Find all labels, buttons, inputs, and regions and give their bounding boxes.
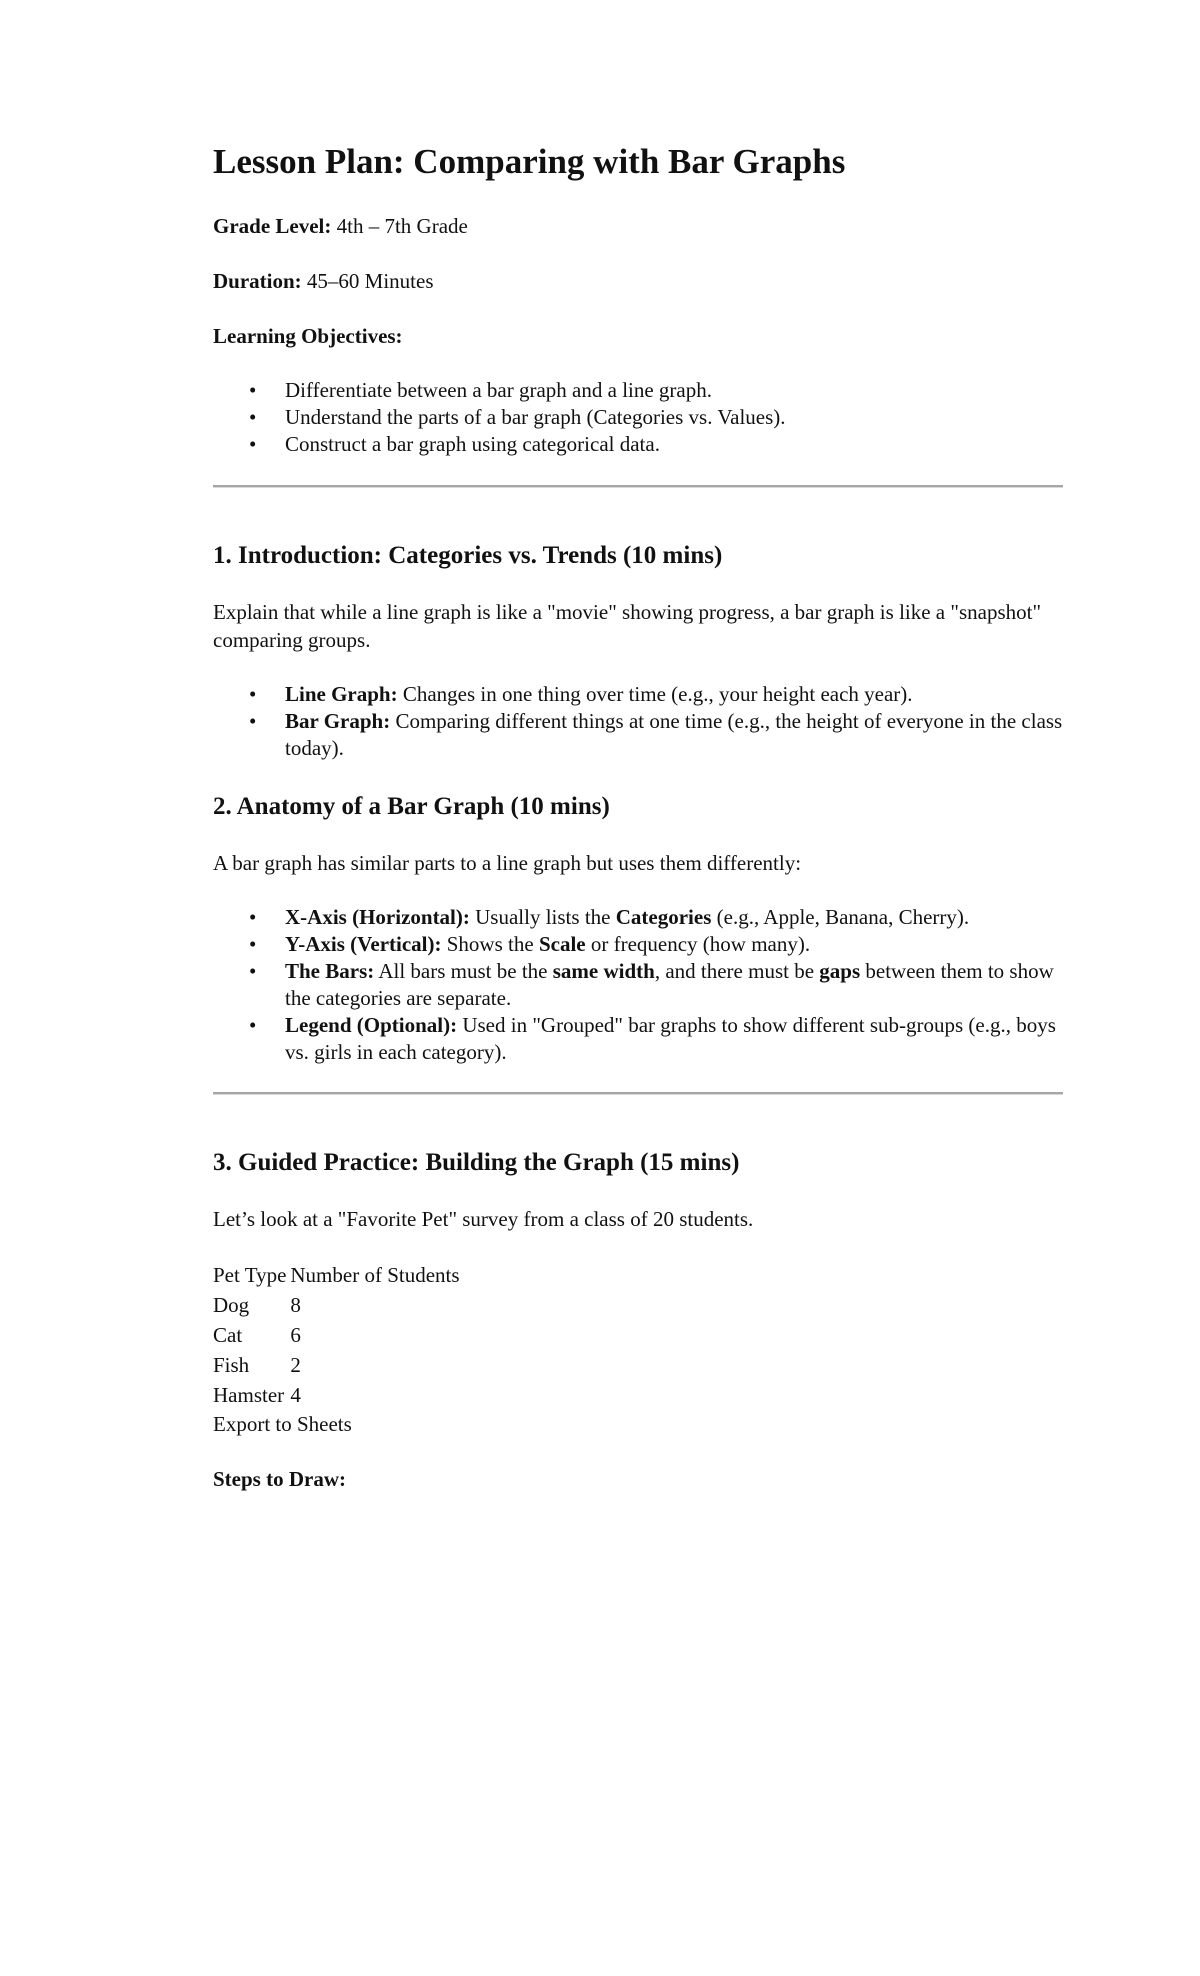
bullet-label: The Bars: (285, 959, 375, 983)
section2-intro: A bar graph has similar parts to a line graph but uses them differently: (213, 851, 802, 875)
table-cell: Cat (213, 1323, 243, 1347)
table-header-row (213, 1260, 464, 1290)
bullet-text: Changes in one thing over time (e.g., your height each year). (397, 682, 913, 706)
table-header-cell: Number of Students (290, 1263, 460, 1287)
table-cell: Dog (213, 1293, 250, 1317)
steps-label: Steps to Draw: (213, 1467, 346, 1491)
list-item (213, 404, 1063, 431)
bullet-label: Line Graph: (285, 682, 398, 706)
bullet-text: or frequency (how many). (585, 932, 811, 956)
list-item (213, 958, 1063, 1012)
section-divider (213, 1092, 1063, 1095)
duration-label: Duration: (213, 269, 302, 293)
list-item (213, 1012, 1063, 1066)
objectives-list (213, 377, 1063, 458)
bullet-icon: • (249, 932, 257, 956)
table-row (213, 1350, 464, 1380)
bullet-label: Y-Axis (Vertical): (285, 932, 442, 956)
section3-intro: Let’s look at a "Favorite Pet" survey from a class of 20 students. (213, 1207, 754, 1231)
bullet-emphasis: gaps (819, 959, 861, 983)
bullet-text: All bars must be the (374, 959, 553, 983)
list-item (213, 681, 1063, 708)
list-item (213, 377, 1063, 404)
objective-text: Understand the parts of a bar graph (Categories vs. Values). (285, 405, 786, 429)
table-cell: 8 (290, 1293, 301, 1317)
table-row (213, 1320, 464, 1350)
table-cell: 6 (290, 1323, 301, 1347)
bullet-emphasis: same width (552, 959, 655, 983)
bullet-label: X-Axis (Horizontal): (285, 905, 470, 929)
bullet-text: Used in "Grouped" bar graphs to show different sub-groups (e.g., boys vs. girls in each category). (285, 1013, 1056, 1064)
list-item (213, 431, 1063, 458)
grade-level-value: 4th – 7th Grade (331, 214, 468, 238)
bullet-emphasis: Categories (615, 905, 712, 929)
bullet-icon: • (249, 432, 257, 456)
table-row (213, 1380, 464, 1410)
bullet-label: Bar Graph: (285, 709, 391, 733)
steps-heading (213, 1465, 346, 1493)
bullet-text: Comparing different things at one time (e.g., the height of everyone in the class today). (285, 709, 1063, 760)
bullet-icon: • (249, 1013, 257, 1037)
list-item (213, 708, 1063, 762)
bullet-icon: • (249, 959, 257, 983)
section3-heading: 3. Guided Practice: Building the Graph (15 mins) (213, 1149, 740, 1176)
section1-intro: Explain that while a line graph is like a "movie" showing progress, a bar graph is like a "snapshot" comparing groups. (213, 600, 1042, 652)
list-item (213, 904, 1063, 931)
bullet-text: Shows the (441, 932, 539, 956)
bullet-icon: • (249, 709, 257, 733)
bullet-icon: • (249, 378, 257, 402)
section1-list (213, 681, 1063, 762)
table-header-cell: Pet Type (213, 1263, 287, 1287)
objectives-heading (213, 322, 403, 350)
table-cell: Fish (213, 1353, 250, 1377)
duration (213, 267, 434, 295)
duration-value: 45–60 Minutes (301, 269, 434, 293)
section1-heading: 1. Introduction: Categories vs. Trends (10 mins) (213, 542, 723, 569)
list-item (213, 931, 1063, 958)
bullet-text: , and there must be (654, 959, 820, 983)
export-to-sheets-link[interactable]: Export to Sheets (213, 1412, 352, 1436)
objectives-label: Learning Objectives: (213, 324, 403, 348)
section2-heading: 2. Anatomy of a Bar Graph (10 mins) (213, 793, 610, 820)
objective-text: Construct a bar graph using categorical data. (285, 432, 660, 456)
table-row (213, 1290, 464, 1320)
bullet-icon: • (249, 405, 257, 429)
bullet-label: Legend (Optional): (285, 1013, 458, 1037)
grade-level (213, 212, 468, 240)
bullet-text: Usually lists the (469, 905, 616, 929)
bullet-icon: • (249, 682, 257, 706)
table-cell: 4 (290, 1383, 301, 1407)
grade-level-label: Grade Level: (213, 214, 332, 238)
favorite-pet-table (213, 1260, 464, 1410)
bullet-emphasis: Scale (538, 932, 586, 956)
table-cell: Hamster (213, 1383, 285, 1407)
section2-list (213, 904, 1063, 1066)
section-divider (213, 485, 1063, 488)
bullet-text: between them to show the categories are separate. (285, 959, 1054, 1010)
bullet-text: (e.g., Apple, Banana, Cherry). (711, 905, 970, 929)
table-cell: 2 (290, 1353, 301, 1377)
page-title: Lesson Plan: Comparing with Bar Graphs (213, 142, 846, 181)
bullet-icon: • (249, 905, 257, 929)
objective-text: Differentiate between a bar graph and a line graph. (285, 378, 712, 402)
